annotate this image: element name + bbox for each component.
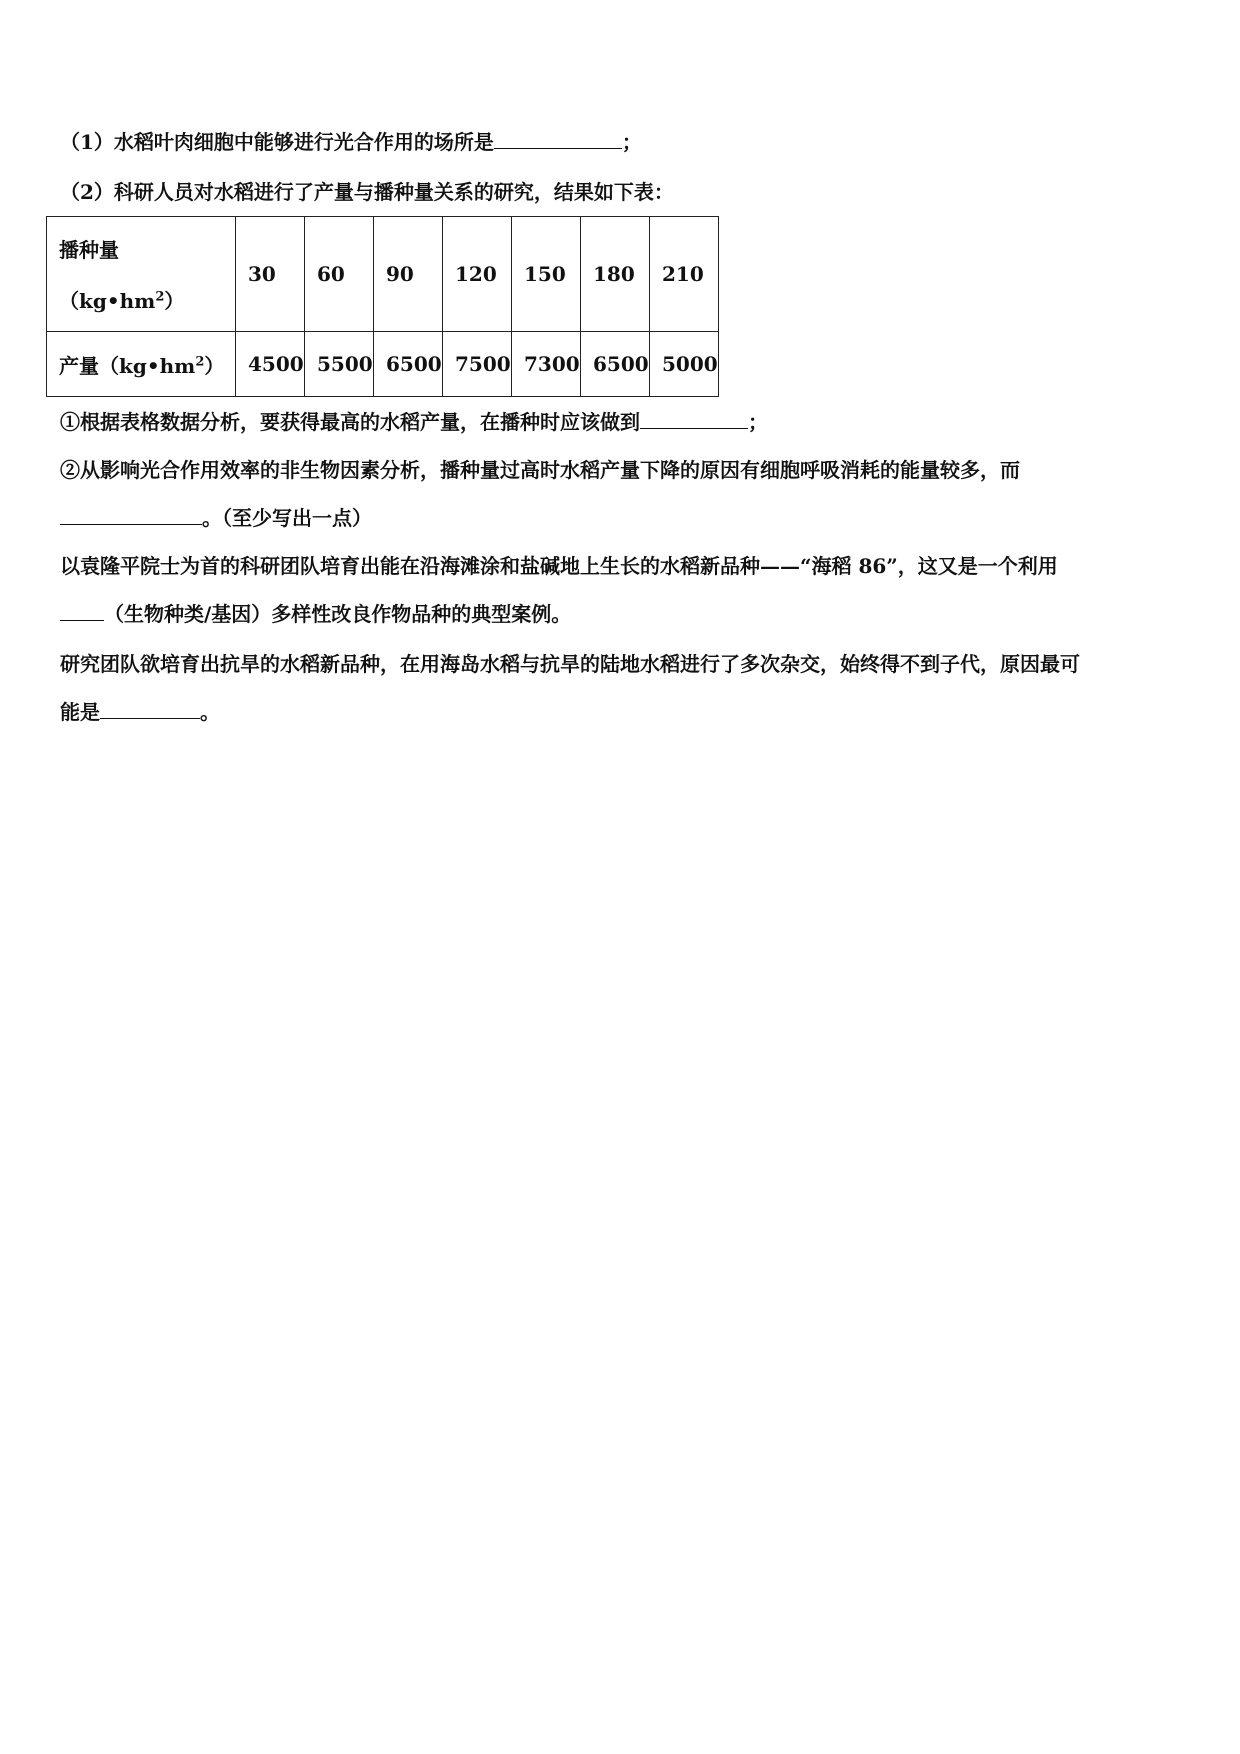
table-cell: 180 bbox=[581, 217, 650, 332]
table-cell: 30 bbox=[236, 217, 305, 332]
question-1-text: （1）水稻叶肉细胞中能够进行光合作用的场所是 bbox=[60, 130, 494, 154]
table-cell: 6500 bbox=[581, 332, 650, 397]
answer-blank-1[interactable] bbox=[494, 128, 622, 149]
table-cell: 150 bbox=[512, 217, 581, 332]
answer-blank-3[interactable] bbox=[60, 504, 202, 525]
table-cell: 60 bbox=[305, 217, 374, 332]
subquestion-2 bbox=[60, 456, 1020, 484]
question-1-tail: ； bbox=[621, 130, 642, 154]
unit-text: （kg•hm bbox=[59, 289, 156, 313]
table-cell: 7300 bbox=[512, 332, 581, 397]
table-cell: 4500 bbox=[236, 332, 305, 397]
table-cell: 210 bbox=[650, 217, 719, 332]
question-4-text-1: 研究团队欲培育出抗旱的水稻新品种，在用海岛水稻与抗旱的陆地水稻进行了多次杂交，始终得不到子代，原因最可 bbox=[60, 652, 1080, 676]
table-cell: 7500 bbox=[443, 332, 512, 397]
unit-sup: 2 bbox=[155, 289, 165, 305]
yield-header bbox=[47, 332, 236, 397]
seed-amount-unit bbox=[59, 285, 235, 314]
subquestion-2-tail: 。（至少写出一点） bbox=[202, 506, 372, 530]
seed-yield-table bbox=[46, 216, 719, 397]
question-3-line-2 bbox=[60, 600, 571, 628]
question-3-text-2: （生物种类/基因）多样性改良作物品种的典型案例。 bbox=[104, 602, 572, 626]
question-3-line-1 bbox=[60, 552, 1058, 580]
yield-label: 产量（kg•hm bbox=[59, 353, 196, 378]
seed-amount-header bbox=[47, 217, 236, 332]
question-4-line-2 bbox=[60, 698, 220, 726]
question-4-line-1 bbox=[60, 650, 1080, 678]
question-4-tail: 。 bbox=[200, 700, 220, 724]
answer-blank-2[interactable] bbox=[640, 408, 748, 429]
subquestion-1-tail: ； bbox=[748, 410, 768, 434]
subquestion-2-text: ②从影响光合作用效率的非生物因素分析，播种量过高时水稻产量下降的原因有细胞呼吸消耗的能量较多，而 bbox=[60, 458, 1020, 482]
table-row-yield bbox=[47, 332, 719, 397]
seed-amount-label: 播种量 bbox=[59, 238, 119, 262]
table-cell: 6500 bbox=[374, 332, 443, 397]
question-2-text: （2）科研人员对水稻进行了产量与播种量关系的研究，结果如下表： bbox=[60, 180, 674, 204]
subquestion-1 bbox=[60, 408, 768, 436]
answer-blank-5[interactable] bbox=[100, 698, 200, 719]
table-cell: 5000 bbox=[650, 332, 719, 397]
question-4-text-2: 能是 bbox=[60, 700, 100, 724]
question-1 bbox=[60, 128, 642, 156]
yield-unit-sup: 2 bbox=[195, 353, 205, 369]
unit-close: ） bbox=[164, 289, 185, 313]
table-cell: 5500 bbox=[305, 332, 374, 397]
subquestion-2-answer bbox=[60, 504, 372, 532]
answer-blank-4[interactable] bbox=[60, 600, 104, 621]
table-cell: 120 bbox=[443, 217, 512, 332]
question-3-text-1: 以袁隆平院士为首的科研团队培育出能在沿海滩涂和盐碱地上生长的水稻新品种——“海稻 86”，这又是一个利用 bbox=[60, 554, 1058, 578]
table-row-seed-amount bbox=[47, 217, 719, 332]
subquestion-1-text: ①根据表格数据分析，要获得最高的水稻产量，在播种时应该做到 bbox=[60, 410, 640, 434]
question-2 bbox=[60, 178, 674, 206]
yield-unit-close: ） bbox=[204, 353, 225, 378]
table-cell: 90 bbox=[374, 217, 443, 332]
